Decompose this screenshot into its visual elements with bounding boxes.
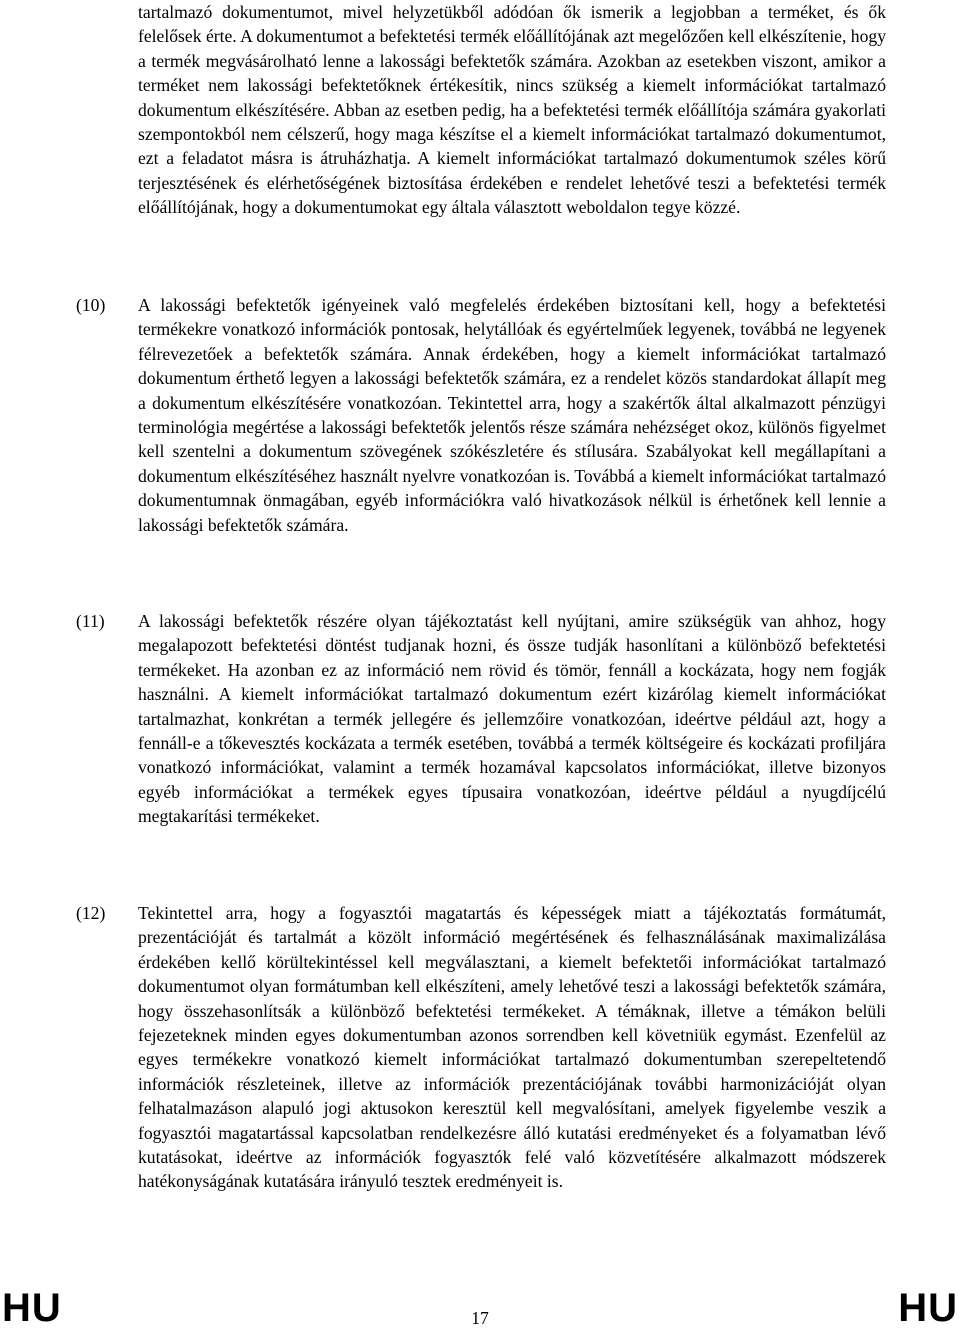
continuation-paragraph: tartalmazó dokumentumot, mivel helyzetükből adódóan ők ismerik a legjobban a terméket, és ők felelősek érte. A dokumentumot a befektetési termék előállítójának azt megelőzően kell elkészítenie, hogy a termék megvásárolható lenne a lakossági befektetők számára. Azokban az esetekben viszont, amikor a terméket nem lakossági befektetőknek értékesítik, nincs szükség a kiemelt információkat tartalmazó dokumentum elkészítésére. Abban az esetben pedig, ha a befektetési termék előállítója számára gyakorlati szempontokból nem célszerű, hogy maga készítse el a kiemelt információkat tartalmazó dokumentumot, ezt a feladatot másra is átruházhatja. A kiemelt információkat tartalmazó dokumentumok széles körű terjesztésének és elérhetőségének biztosítása érdekében e rendelet lehetővé teszi a befektetési termék előállítójának, hogy a dokumentumokat egy általa választott weboldalon tegye közzé. xyxy=(138,2,886,218)
page-number: 17 xyxy=(471,1308,489,1328)
recital-number: (10) xyxy=(76,295,106,315)
recital-number: (11) xyxy=(76,611,105,631)
recital-text: Tekintettel arra, hogy a fogyasztói magatartás és képességek miatt a tájékoztatás formátumát, prezentációját és tartalmát a közölt információ megértésének és felhasználásának maximalizálása érdekében kellő körültekintéssel kell megválasztani, a kiemelt befektetői információkat tartalmazó dokumentumot olyan formátumban kell elkészíteni, amely lehetővé teszi a lakossági befektetők számára, hogy összehasonlítsák a különböző befektetési termékeket. A témáknak, illetve a témákon belüli fejezeteknek minden egyes dokumentumban azonos sorrendben kell követniük egymást. Ezenfelül az egyes termékekre vonatkozó kiemelt információkat tartalmazó dokumentumban szerepeltetendő információk részleteinek, illetve az információk prezentációjának további harmonizációját olyan felhatalmazáson alapuló jogi aktusokon keresztül kell megvalósítani, amelyek figyelembe veszik a fogyasztói magatartással kapcsolatban rendelkezésre álló kutatási eredményeket és a folyamatban lévő kutatásokat, ideértve az információk fogyasztók felé való közvetítésére alkalmazott módszerek hatékonyságának kutatására irányuló tesztek eredményeit is. xyxy=(138,903,886,1192)
footer-language-right: HU xyxy=(898,1286,958,1330)
recital-number: (12) xyxy=(76,903,106,923)
footer-language-left: HU xyxy=(2,1286,62,1330)
recital-text: A lakossági befektetők igényeinek való megfelelés érdekében biztosítani kell, hogy a befektetési termékekre vonatkozó információk pontosak, helytállóak és egyértelműek legyenek, továbbá ne legyenek félrevezetőek a befektetők számára. Annak érdekében, hogy a kiemelt információkat tartalmazó dokumentum érthető legyen a lakossági befektetők számára, ez a rendelet közös standardokat állapít meg a dokumentum elkészítésére vonatkozóan. Tekintettel arra, hogy a szakértők által alkalmazott pénzügyi terminológia megértése a lakossági befektetők jelentős része számára nehézséget okoz, különös figyelmet kell szentelni a dokumentum szövegének szókészletére és stílusára. Szabályokat kell megállapítani a dokumentum elkészítéséhez használt nyelvre vonatkozóan is. Továbbá a kiemelt információkat tartalmazó dokumentumnak önmagában, egyéb információkra való hivatkozások nélkül is érhetőnek kell lennie a lakossági befektetők számára. xyxy=(138,295,886,535)
recital-text: A lakossági befektetők részére olyan tájékoztatást kell nyújtani, amire szükségük van ahhoz, hogy megalapozott befektetési döntést tudjanak hozni, és össze tudják hasonlítani a különböző befektetési termékeket. Ha azonban ez az információ nem rövid és tömör, fennáll a kockázata, hogy nem fogják használni. A kiemelt információkat tartalmazó dokumentum ezért kizárólag kiemelt információkat tartalmazhat, konkrétan a termék jellegére és jellemzőire vonatkozóan, ideértve például azt, hogy a fennáll-e a tőkevesztés kockázata a termék esetében, továbbá a termék költségeire és kockázati profiljára vonatkozó információkat, valamint a termék hozamával kapcsolatos információkat, illetve bizonyos egyéb információkat a termékek egyes típusaira vonatkozóan, ideértve például a nyugdíjcélú megtakarítási termékeket. xyxy=(138,611,886,827)
